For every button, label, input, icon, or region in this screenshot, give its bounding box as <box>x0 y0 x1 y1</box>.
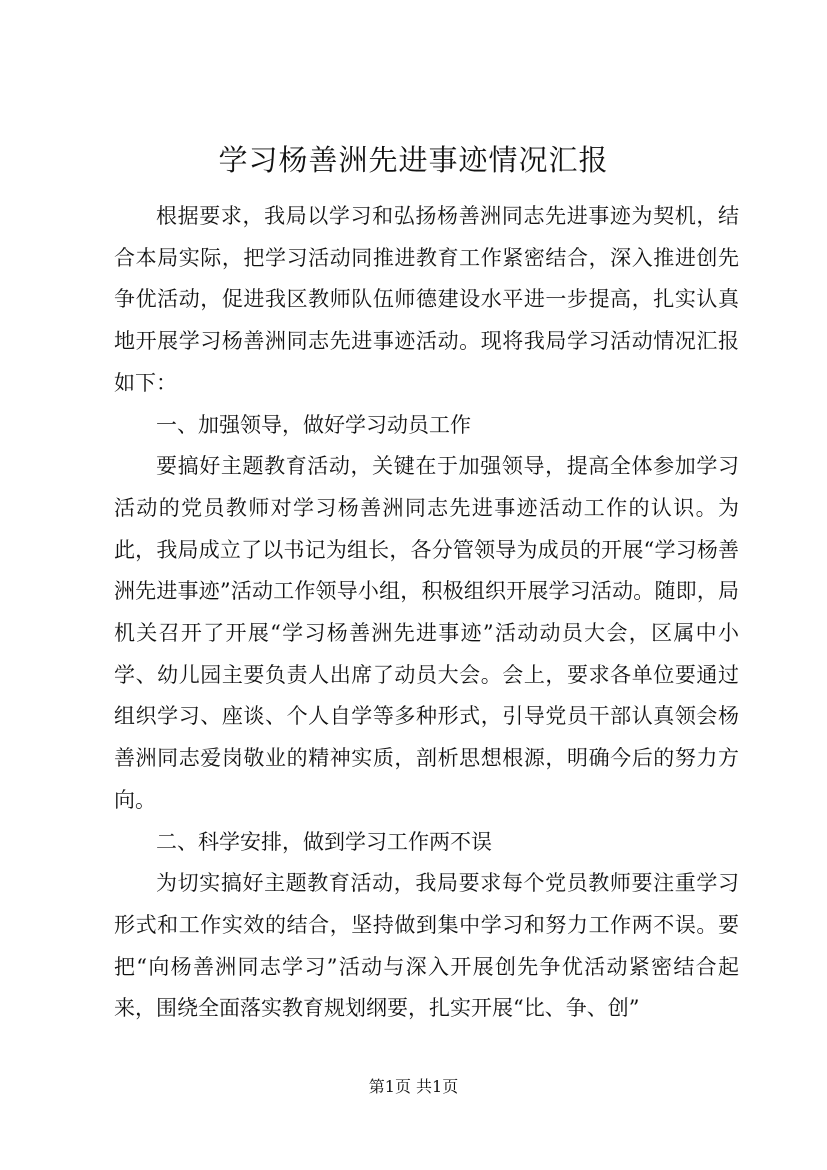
paragraph-section-2: 为切实搞好主题教育活动，我局要求每个党员教师要注重学习形式和工作实效的结合，坚持做到集中学习和努力工作两不误。要把“向杨善洲同志学习”活动与深入开展创先争优活动紧密结合起来，围绕全面落实教育规划纲要，扎实开展“比、争、创” <box>114 871 739 1021</box>
page-footer: 第1页 共1页 <box>368 1077 459 1096</box>
document-title: 学习杨善洲先进事迹情况汇报 <box>218 143 609 177</box>
paragraph-intro: 根据要求，我局以学习和弘扬杨善洲同志先进事迹为契机，结合本局实际，把学习活动同推进教育工作紧密结合，深入推进创先争优活动，促进我区教师队伍师德建设水平进一步提高，扎实认真地开展学习杨善洲同志先进事迹活动。现将我局学习活动情况汇报如下： <box>114 204 739 395</box>
section-heading-2: 二、科学安排，做到学习工作两不误 <box>156 829 492 854</box>
section-heading-1: 一、加强领导，做好学习动员工作 <box>156 412 471 437</box>
paragraph-section-1: 要搞好主题教育活动，关键在于加强领导，提高全体参加学习活动的党员教师对学习杨善洲同志先进事迹活动工作的认识。为此，我局成立了以书记为组长，各分管领导为成员的开展“学习杨善洲先进事迹”活动工作领导小组，积极组织开展学习活动。随即，局机关召开了开展“学习杨善洲先进事迹”活动动员大会，区属中小学、幼儿园主要负责人出席了动员大会。会上，要求各单位要通过组织学习、座谈、个人自学等多种形式，引导党员干部认真领会杨善洲同志爱岗敬业的精神实质，剖析思想根源，明确今后的努力方向。 <box>114 454 739 812</box>
document-body <box>114 196 739 1030</box>
